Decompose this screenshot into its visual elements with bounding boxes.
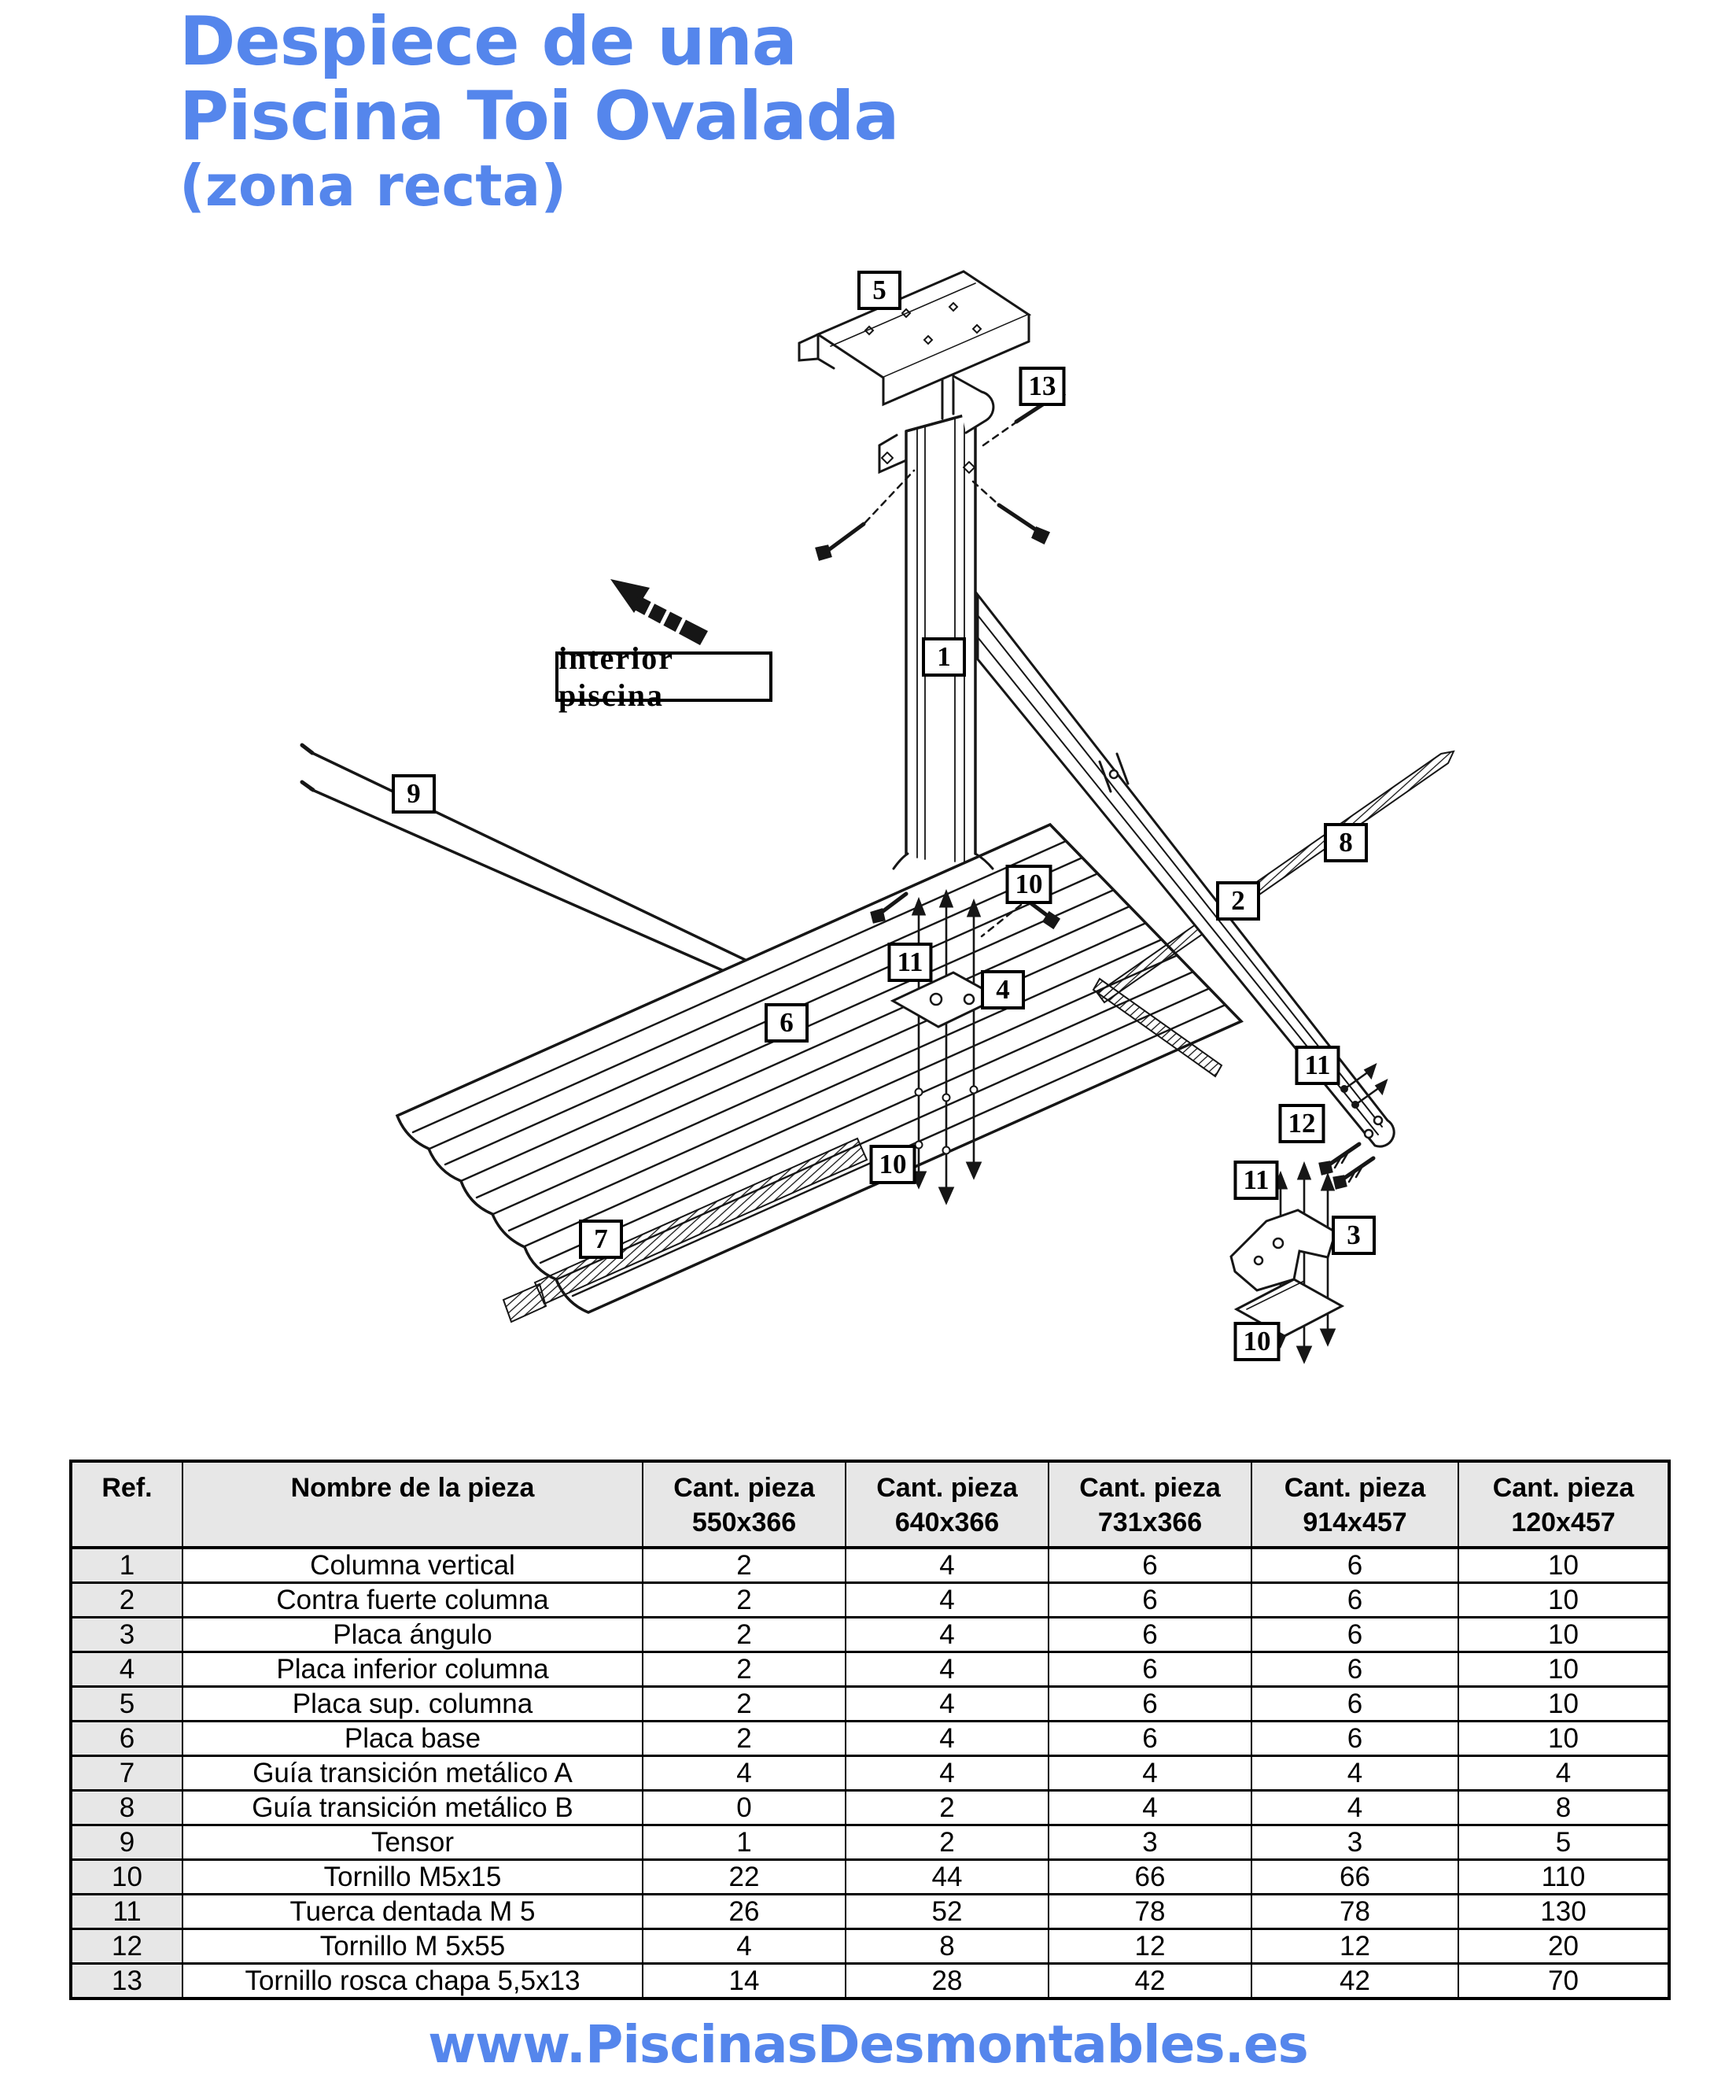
- quantity-cell: 14: [643, 1964, 846, 1999]
- title-line-3: (zona recta): [179, 153, 567, 219]
- ref-cell: 2: [71, 1583, 182, 1618]
- part-callout-4: 4: [981, 970, 1025, 1009]
- quantity-cell: 2: [643, 1583, 846, 1618]
- part-name-cell: Guía transición metálico B: [182, 1791, 643, 1825]
- quantity-cell: 6: [1049, 1652, 1251, 1687]
- quantity-cell: 3: [1049, 1825, 1251, 1860]
- quantity-cell: 10: [1458, 1687, 1669, 1722]
- ref-cell: 5: [71, 1687, 182, 1722]
- ref-cell: 3: [71, 1618, 182, 1652]
- part-name-cell: Contra fuerte columna: [182, 1583, 643, 1618]
- quantity-cell: 6: [1251, 1583, 1458, 1618]
- col-header: Cant. pieza 640x366: [846, 1461, 1049, 1548]
- part-callout-12: 12: [1279, 1104, 1325, 1143]
- quantity-cell: 4: [846, 1722, 1049, 1756]
- quantity-cell: 6: [1251, 1652, 1458, 1687]
- part-callout-11: 11: [1233, 1161, 1278, 1200]
- part-name-cell: Columna vertical: [182, 1548, 643, 1583]
- part-callout-10: 10: [1006, 865, 1052, 904]
- col-header: Ref.: [71, 1461, 182, 1548]
- quantity-cell: 20: [1458, 1929, 1669, 1964]
- table-row: [71, 1722, 1669, 1756]
- part-callout-8: 8: [1324, 823, 1368, 862]
- quantity-cell: 26: [643, 1895, 846, 1929]
- ref-cell: 13: [71, 1964, 182, 1999]
- quantity-cell: 12: [1251, 1929, 1458, 1964]
- quantity-cell: 6: [1049, 1583, 1251, 1618]
- part-name-cell: Tornillo rosca chapa 5,5x13: [182, 1964, 643, 1999]
- quantity-cell: 28: [846, 1964, 1049, 1999]
- quantity-cell: 10: [1458, 1618, 1669, 1652]
- quantity-cell: 52: [846, 1895, 1049, 1929]
- quantity-cell: 2: [643, 1548, 846, 1583]
- quantity-cell: 70: [1458, 1964, 1669, 1999]
- quantity-cell: 66: [1251, 1860, 1458, 1895]
- quantity-cell: 2: [643, 1618, 846, 1652]
- quantity-cell: 4: [846, 1583, 1049, 1618]
- quantity-cell: 0: [643, 1791, 846, 1825]
- col-header: Cant. pieza 914x457: [1251, 1461, 1458, 1548]
- quantity-cell: 4: [1251, 1791, 1458, 1825]
- parts-table-body: [71, 1548, 1669, 1999]
- part-callout-9: 9: [392, 774, 436, 814]
- quantity-cell: 6: [1049, 1548, 1251, 1583]
- quantity-cell: 5: [1458, 1825, 1669, 1860]
- part-name-cell: Tornillo M5x15: [182, 1860, 643, 1895]
- ref-cell: 7: [71, 1756, 182, 1791]
- part-callout-13: 13: [1019, 367, 1066, 406]
- quantity-cell: 8: [1458, 1791, 1669, 1825]
- table-row: [71, 1791, 1669, 1825]
- table-row: [71, 1652, 1669, 1687]
- quantity-cell: 4: [846, 1652, 1049, 1687]
- quantity-cell: 2: [643, 1687, 846, 1722]
- col-header: Cant. pieza 120x457: [1458, 1461, 1669, 1548]
- ref-cell: 12: [71, 1929, 182, 1964]
- column-drawing: [879, 365, 993, 869]
- quantity-cell: 10: [1458, 1548, 1669, 1583]
- part-name-cell: Tuerca dentada M 5: [182, 1895, 643, 1929]
- part-callout-11: 11: [887, 943, 932, 982]
- quantity-cell: 66: [1049, 1860, 1251, 1895]
- footer-url: www.PiscinasDesmontables.es: [428, 2014, 1308, 2075]
- part-name-cell: Placa inferior columna: [182, 1652, 643, 1687]
- quantity-cell: 6: [1251, 1548, 1458, 1583]
- part-callout-11: 11: [1295, 1046, 1340, 1085]
- quantity-cell: 78: [1049, 1895, 1251, 1929]
- quantity-cell: 6: [1251, 1618, 1458, 1652]
- table-row: [71, 1618, 1669, 1652]
- part-callout-6: 6: [765, 1003, 809, 1043]
- quantity-cell: 78: [1251, 1895, 1458, 1929]
- base-plate-drawing: [397, 825, 1241, 1322]
- part-callout-10: 10: [870, 1145, 916, 1184]
- quantity-cell: 2: [643, 1652, 846, 1687]
- quantity-cell: 8: [846, 1929, 1049, 1964]
- ref-cell: 6: [71, 1722, 182, 1756]
- quantity-cell: 4: [1458, 1756, 1669, 1791]
- quantity-cell: 1: [643, 1825, 846, 1860]
- quantity-cell: 4: [846, 1756, 1049, 1791]
- table-row: [71, 1583, 1669, 1618]
- rail-b-drawing: [1093, 751, 1454, 1076]
- part-callout-3: 3: [1332, 1216, 1376, 1255]
- part-name-cell: Placa base: [182, 1722, 643, 1756]
- quantity-cell: 4: [643, 1929, 846, 1964]
- part-callout-7: 7: [579, 1220, 623, 1259]
- interior-arrow-drawing: [610, 579, 708, 645]
- quantity-cell: 4: [1251, 1756, 1458, 1791]
- part-name-cell: Tornillo M 5x55: [182, 1929, 643, 1964]
- quantity-cell: 10: [1458, 1722, 1669, 1756]
- quantity-cell: 6: [1049, 1687, 1251, 1722]
- quantity-cell: 2: [846, 1825, 1049, 1860]
- table-row: [71, 1895, 1669, 1929]
- part-name-cell: Placa ángulo: [182, 1618, 643, 1652]
- quantity-cell: 10: [1458, 1652, 1669, 1687]
- ref-cell: 11: [71, 1895, 182, 1929]
- col-header: Cant. pieza 550x366: [643, 1461, 846, 1548]
- table-row: [71, 1860, 1669, 1895]
- table-row: [71, 1548, 1669, 1583]
- parts-table: [69, 1460, 1671, 2000]
- table-row: [71, 1687, 1669, 1722]
- ref-cell: 10: [71, 1860, 182, 1895]
- quantity-cell: 22: [643, 1860, 846, 1895]
- ref-cell: 4: [71, 1652, 182, 1687]
- quantity-cell: 44: [846, 1860, 1049, 1895]
- quantity-cell: 12: [1049, 1929, 1251, 1964]
- quantity-cell: 6: [1251, 1687, 1458, 1722]
- quantity-cell: 4: [643, 1756, 846, 1791]
- parts-table-header-row: [71, 1461, 1669, 1548]
- quantity-cell: 4: [846, 1687, 1049, 1722]
- top-plate-drawing: [799, 271, 1029, 404]
- part-name-cell: Placa sup. columna: [182, 1687, 643, 1722]
- quantity-cell: 6: [1251, 1722, 1458, 1756]
- table-row: [71, 1929, 1669, 1964]
- quantity-cell: 42: [1049, 1964, 1251, 1999]
- part-callout-5: 5: [857, 271, 901, 310]
- title-line-1: Despiece de una: [179, 2, 797, 81]
- quantity-cell: 4: [1049, 1756, 1251, 1791]
- quantity-cell: 10: [1458, 1583, 1669, 1618]
- col-header: Cant. pieza 731x366: [1049, 1461, 1251, 1548]
- table-row: [71, 1825, 1669, 1860]
- ref-cell: 9: [71, 1825, 182, 1860]
- interior-piscina-label: interior piscina: [555, 651, 772, 702]
- table-row: [71, 1964, 1669, 1999]
- quantity-cell: 6: [1049, 1722, 1251, 1756]
- quantity-cell: 2: [643, 1722, 846, 1756]
- quantity-cell: 4: [1049, 1791, 1251, 1825]
- page-title: [179, 2, 899, 219]
- quantity-cell: 130: [1458, 1895, 1669, 1929]
- ref-cell: 1: [71, 1548, 182, 1583]
- col-header: Nombre de la pieza: [182, 1461, 643, 1548]
- quantity-cell: 3: [1251, 1825, 1458, 1860]
- ref-cell: 8: [71, 1791, 182, 1825]
- quantity-cell: 4: [846, 1618, 1049, 1652]
- title-line-2: Piscina Toi Ovalada: [179, 77, 899, 156]
- part-callout-2: 2: [1216, 881, 1260, 921]
- quantity-cell: 42: [1251, 1964, 1458, 1999]
- quantity-cell: 4: [846, 1548, 1049, 1583]
- part-name-cell: Tensor: [182, 1825, 643, 1860]
- quantity-cell: 6: [1049, 1618, 1251, 1652]
- table-row: [71, 1756, 1669, 1791]
- part-name-cell: Guía transición metálico A: [182, 1756, 643, 1791]
- quantity-cell: 2: [846, 1791, 1049, 1825]
- part-callout-1: 1: [922, 637, 966, 677]
- quantity-cell: 110: [1458, 1860, 1669, 1895]
- screws-13-drawing: [816, 388, 1064, 559]
- part-callout-10: 10: [1234, 1322, 1281, 1361]
